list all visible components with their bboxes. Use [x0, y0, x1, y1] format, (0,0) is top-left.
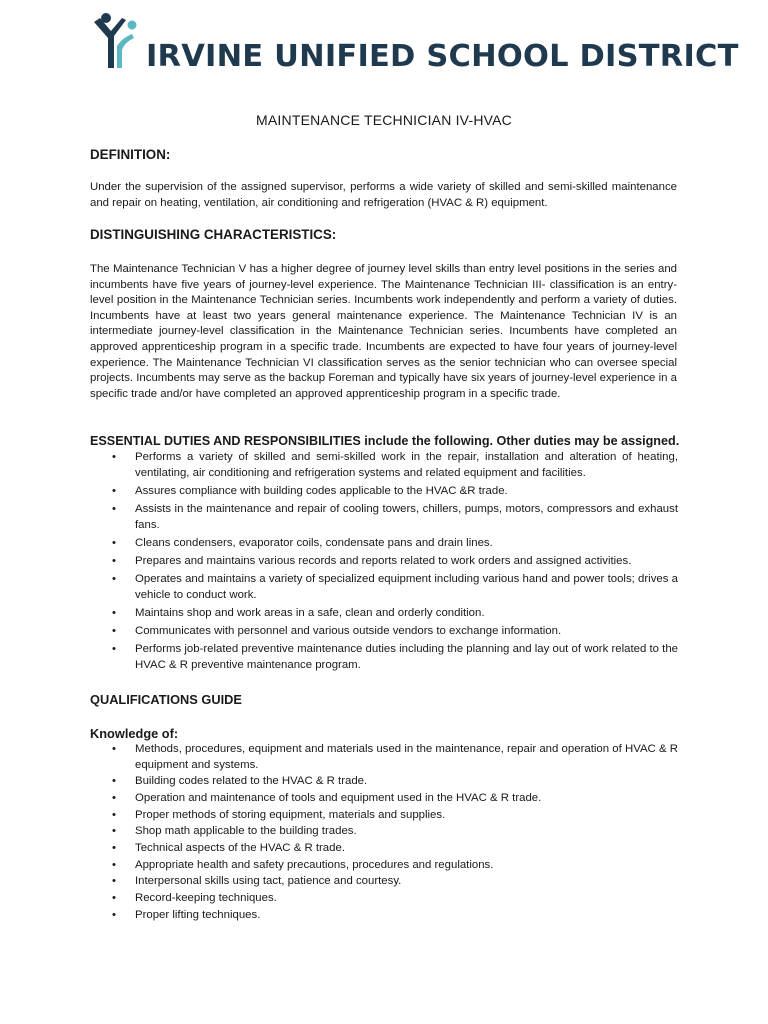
knowledge-text: Operation and maintenance of tools and equipment used in the HVAC & R trade. — [135, 791, 542, 804]
bullet-glyph: • — [112, 775, 116, 788]
document-title: MAINTENANCE TECHNICIAN IV-HVAC — [256, 112, 512, 128]
list-item — [90, 450, 678, 481]
bullet-glyph: • — [112, 554, 116, 567]
bullet-glyph: • — [112, 892, 116, 905]
bullet-glyph: • — [112, 606, 116, 619]
bullet-glyph: • — [112, 875, 116, 888]
bullet-glyph: • — [112, 791, 116, 804]
bullet-glyph: • — [112, 625, 116, 638]
bullet-glyph: • — [112, 502, 116, 515]
list-item — [90, 554, 678, 570]
knowledge-text: Proper methods of storing equipment, materials and supplies. — [135, 808, 446, 821]
definition-text: Under the supervision of the assigned supervisor, performs a wide variety of skilled and semi-skilled maintenance and repair on heating, ventilation, air conditioning and refrigeration (HVAC & R) equipment. — [90, 181, 677, 209]
list-item — [90, 874, 678, 890]
knowledge-text: Shop math applicable to the building trades. — [135, 825, 357, 838]
knowledge-text: Building codes related to the HVAC & R trade. — [135, 775, 368, 788]
list-item — [90, 502, 678, 533]
list-item — [90, 791, 678, 807]
list-item — [90, 824, 678, 840]
list-item — [90, 484, 678, 500]
duties-heading: ESSENTIAL DUTIES AND RESPONSIBILITIES include the following. Other duties may be assigned. — [90, 434, 680, 448]
bullet-glyph: • — [112, 451, 116, 463]
list-item — [90, 572, 678, 603]
knowledge-text: Methods, procedures, equipment and materials used in the maintenance, repair and operation of HVAC & R equipment and systems. — [135, 743, 678, 771]
list-item — [90, 808, 678, 824]
distinguishing-heading: DISTINGUISHING CHARACTERISTICS: — [90, 227, 337, 242]
duties-list — [90, 450, 678, 676]
duty-text: Prepares and maintains various records and reports related to work orders and assigned activities. — [135, 554, 632, 567]
list-item — [90, 536, 678, 552]
distinguishing-text: The Maintenance Technician V has a higher degree of journey level skills than entry level positions in the series and incumbents have five years of journey-level experience. The Maintenance Technician III- classification is an entry-level position in the Maintenance Technician series. Incumbents work independently and perform a variety of duties. Incumbents have at least two years general maintenance experience. The Maintenance Technician IV is an intermediate journey-level classification in the Maintenance Technician series. Incumbents have completed an approved apprenticeship program in a specific trade. Incumbents are expected to have four years of journey-level experience. The Maintenance Technician VI classification serves as the senior technician who can oversee special projects. Incumbents may serve as the backup Foreman and typically have six years of journey-level experience in a specific trade and/or have completed an approved apprenticeship program in a specific trade. — [90, 263, 677, 400]
bullet-glyph: • — [112, 536, 116, 549]
knowledge-text: Interpersonal skills using tact, patience and courtesy. — [135, 875, 402, 888]
bullet-glyph: • — [112, 908, 116, 921]
duty-text: Performs job-related preventive maintenance duties including the planning and lay out of work related to the HVAC & R preventive maintenance program. — [135, 643, 678, 671]
list-item — [90, 624, 678, 640]
list-item — [90, 742, 678, 773]
bullet-glyph: • — [112, 484, 116, 497]
list-item — [90, 891, 678, 907]
list-item — [90, 606, 678, 622]
knowledge-text: Appropriate health and safety precautions, procedures and regulations. — [135, 858, 494, 871]
knowledge-text: Technical aspects of the HVAC & R trade. — [135, 842, 345, 855]
knowledge-text: Record-keeping techniques. — [135, 892, 277, 905]
district-name: IRVINE UNIFIED SCHOOL DISTRICT — [146, 39, 739, 74]
duty-text: Cleans condensers, evaporator coils, condensate pans and drain lines. — [135, 536, 493, 549]
list-item — [90, 774, 678, 790]
list-item — [90, 858, 678, 874]
person-figure-logo-icon — [92, 12, 140, 72]
duty-text: Operates and maintains a variety of specialized equipment including various hand and power tools; drives a vehicle to conduct work. — [135, 573, 678, 601]
list-item — [90, 908, 678, 924]
duty-text: Assures compliance with building codes applicable to the HVAC &R trade. — [135, 484, 508, 497]
district-header — [92, 12, 739, 74]
bullet-glyph: • — [112, 858, 116, 871]
bullet-glyph: • — [112, 808, 116, 821]
definition-heading: DEFINITION: — [90, 147, 171, 162]
knowledge-text: Proper lifting techniques. — [135, 908, 261, 921]
duty-text: Maintains shop and work areas in a safe, clean and orderly condition. — [135, 606, 485, 619]
list-item — [90, 642, 678, 673]
duty-text: Assists in the maintenance and repair of cooling towers, chillers, pumps, motors, compressors and exhaust fans. — [135, 502, 678, 531]
duty-text: Communicates with personnel and various outside vendors to exchange information. — [135, 625, 562, 638]
bullet-glyph: • — [112, 825, 116, 838]
bullet-glyph: • — [112, 743, 116, 755]
bullet-glyph: • — [112, 842, 116, 855]
list-item — [90, 841, 678, 857]
bullet-glyph: • — [112, 573, 116, 586]
duty-text: Performs a variety of skilled and semi-skilled work in the repair, installation and alteration of heating, ventilating, air conditioning and refrigeration systems and related equipment and facilities. — [135, 451, 678, 479]
knowledge-list — [90, 742, 678, 924]
qualifications-heading: QUALIFICATIONS GUIDE — [90, 692, 242, 707]
knowledge-heading: Knowledge of: — [90, 726, 179, 741]
bullet-glyph: • — [112, 643, 116, 656]
